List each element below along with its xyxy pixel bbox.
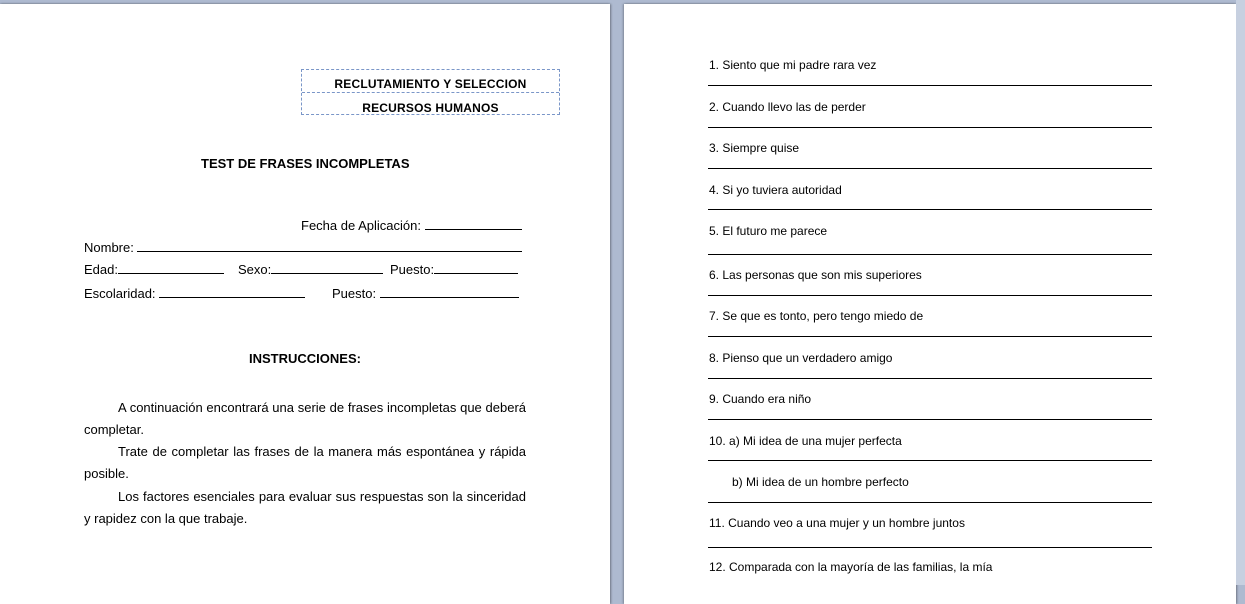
document-page-1 xyxy=(0,4,610,604)
answer-line-1[interactable] xyxy=(708,85,1152,86)
nombre-label: Nombre: xyxy=(84,240,134,255)
puesto-blank-1[interactable] xyxy=(434,261,518,274)
answer-line-5[interactable] xyxy=(708,254,1152,255)
question-9: 9. Cuando era niño xyxy=(709,392,812,406)
edad-blank[interactable] xyxy=(118,261,224,274)
nombre-field[interactable] xyxy=(84,239,522,255)
puesto-field-2[interactable] xyxy=(332,285,519,301)
puesto-blank-2[interactable] xyxy=(380,285,519,298)
edad-field[interactable] xyxy=(84,261,224,277)
question-8: 8. Pienso que un verdadero amigo xyxy=(709,351,893,365)
fecha-label: Fecha de Aplicación: xyxy=(301,218,421,233)
sexo-field[interactable] xyxy=(238,261,383,277)
answer-line-4[interactable] xyxy=(708,209,1152,210)
header-line-reclutamiento: RECLUTAMIENTO Y SELECCION xyxy=(334,77,527,91)
puesto-field-1[interactable] xyxy=(390,261,518,277)
answer-line-8[interactable] xyxy=(708,378,1152,379)
puesto-label-1: Puesto: xyxy=(390,262,435,277)
question-10b: b) Mi idea de un hombre perfecto xyxy=(732,475,909,489)
question-10a: 10. a) Mi idea de una mujer perfecta xyxy=(709,434,902,448)
document-page-2 xyxy=(624,4,1236,604)
instruction-paragraph-3 xyxy=(84,486,526,530)
answer-line-11[interactable] xyxy=(708,547,1152,548)
answer-line-10b[interactable] xyxy=(708,502,1152,503)
answer-line-3[interactable] xyxy=(708,168,1152,169)
escolaridad-blank[interactable] xyxy=(159,285,305,298)
answer-line-6[interactable] xyxy=(708,295,1152,296)
instruction-text-2: Trate de completar las frases de la manera más espontánea y rápida posible. xyxy=(84,444,526,481)
nombre-blank[interactable] xyxy=(137,239,522,252)
sexo-label: Sexo: xyxy=(238,262,272,277)
question-2: 2. Cuando llevo las de perder xyxy=(709,100,866,114)
escolaridad-label: Escolaridad: xyxy=(84,286,156,301)
escolaridad-field[interactable] xyxy=(84,285,305,301)
answer-line-9[interactable] xyxy=(708,419,1152,420)
header-divider xyxy=(302,92,559,93)
question-3: 3. Siempre quise xyxy=(709,141,800,155)
instruction-paragraph-1 xyxy=(84,397,526,441)
puesto-label-2: Puesto: xyxy=(332,286,377,301)
question-4: 4. Si yo tuviera autoridad xyxy=(709,183,842,197)
question-5: 5. El futuro me parece xyxy=(709,224,828,238)
instruction-paragraph-2 xyxy=(84,441,526,485)
answer-line-7[interactable] xyxy=(708,336,1152,337)
question-6: 6. Las personas que son mis superiores xyxy=(709,268,922,282)
question-7: 7. Se que es tonto, pero tengo miedo de xyxy=(709,309,924,323)
question-1: 1. Siento que mi padre rara vez xyxy=(709,58,877,72)
viewport-edge xyxy=(1236,0,1245,585)
answer-line-10a[interactable] xyxy=(708,460,1152,461)
header-line-recursos: RECURSOS HUMANOS xyxy=(362,101,499,115)
question-12: 12. Comparada con la mayoría de las familias, la mía xyxy=(709,560,993,574)
question-11: 11. Cuando veo a una mujer y un hombre juntos xyxy=(709,516,965,530)
fecha-field[interactable] xyxy=(301,217,522,233)
sexo-blank[interactable] xyxy=(271,261,383,274)
edad-label: Edad: xyxy=(84,262,118,277)
instruction-text-3: Los factores esenciales para evaluar sus respuestas son la sinceridad y rapidez con la que trabaje. xyxy=(84,489,526,526)
fecha-blank[interactable] xyxy=(425,217,522,230)
instrucciones-title: INSTRUCCIONES: xyxy=(249,351,361,366)
instruction-text-1: A continuación encontrará una serie de frases incompletas que deberá completar. xyxy=(84,400,526,437)
header-table xyxy=(301,69,560,115)
answer-line-2[interactable] xyxy=(708,127,1152,128)
document-title: TEST DE FRASES INCOMPLETAS xyxy=(201,156,410,171)
